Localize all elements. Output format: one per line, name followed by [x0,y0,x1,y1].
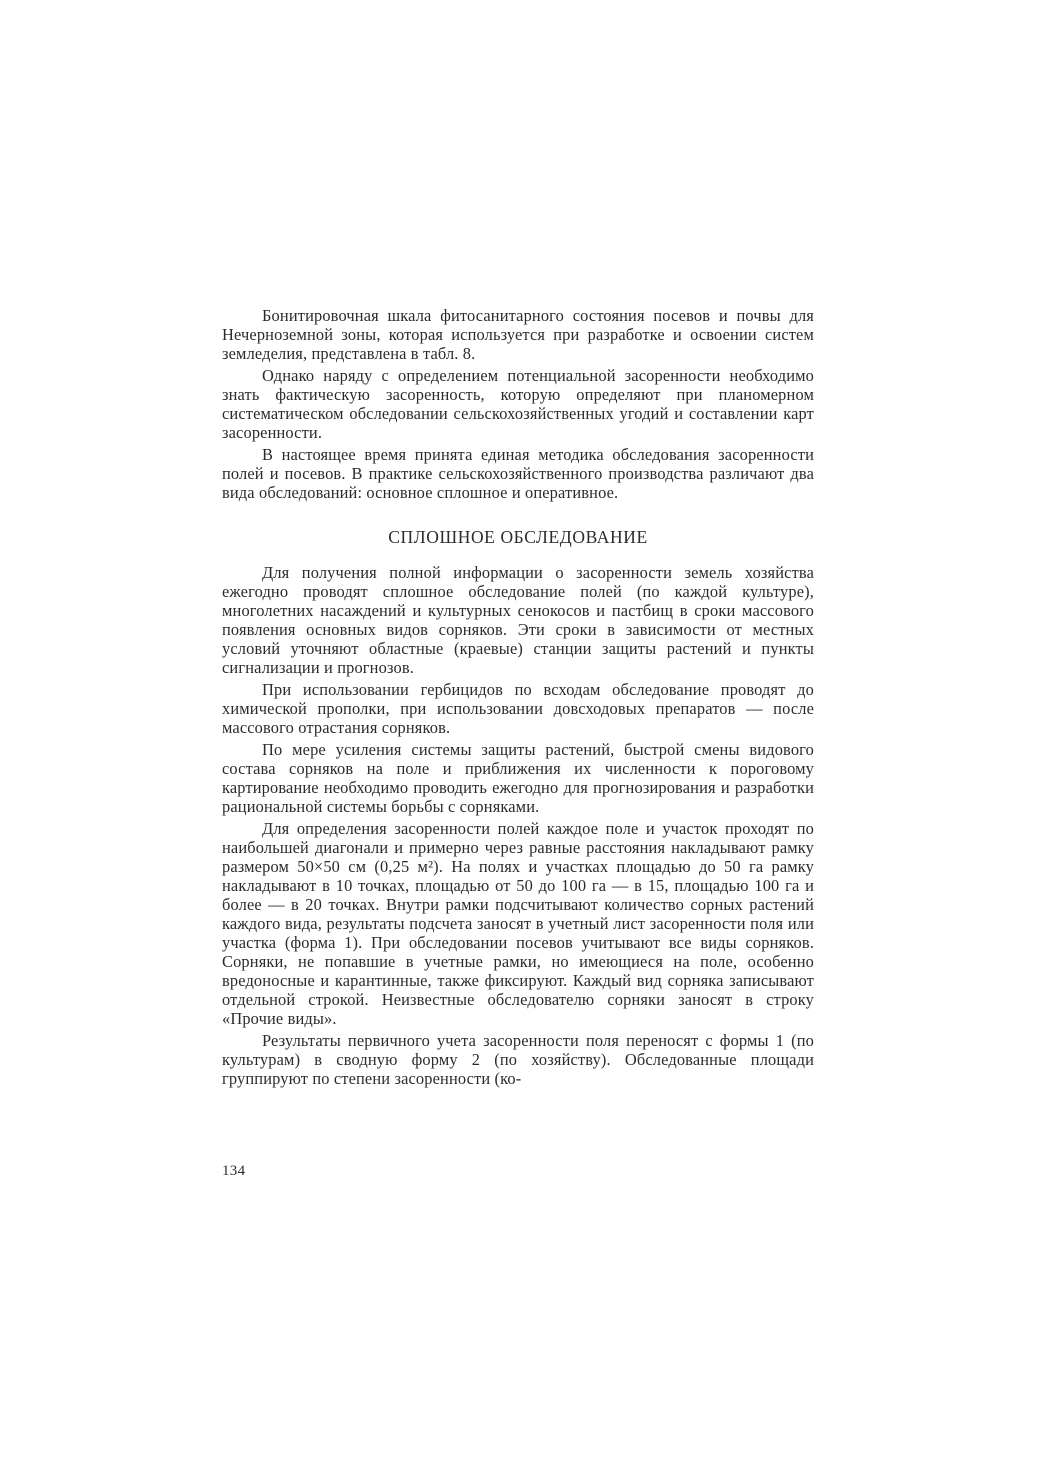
paragraph-section-3: По мере усиления системы защиты растений, быстрой смены видового состава сорняков на поле и приближения их численности к пороговому картирование необходимо проводить ежегодно для прогнозирования и разработки рациональной системы борьбы с сорняками. [222,740,814,816]
paragraph-intro-1: Бонитировочная шкала фитосанитарного состояния посевов и почвы для Нечерноземной зоны, которая используется при разработке и освоении систем земледелия, представлена в табл. 8. [222,306,814,363]
paragraph-section-1: Для получения полной информации о засоренности земель хозяйства ежегодно проводят сплошное обследование полей (по каждой культуре), многолетних насаждений и культурных сенокосов и пастбищ в сроки массового появления основных видов сорняков. Эти сроки в зависимости от местных условий уточняют областные (краевые) станции защиты растений и пункты сигнализации и прогнозов. [222,563,814,677]
paragraph-section-5: Результаты первичного учета засоренности поля переносят с формы 1 (по культурам) в сводную форму 2 (по хозяйству). Обследованные площади группируют по степени засоренности (ко- [222,1031,814,1088]
section-heading: СПЛОШНОЕ ОБСЛЕДОВАНИЕ [388,527,648,547]
body-text [222,306,814,1088]
paragraph-intro-3: В настоящее время принята единая методика обследования засоренности полей и посевов. В практике сельскохозяйственного производства различают два вида обследований: основное сплошное и оперативное. [222,445,814,502]
page-number: 134 [222,1163,246,1179]
paragraph-section-2: При использовании гербицидов по всходам обследование проводят до химической прополки, при использовании довсходовых препаратов — после массового отрастания сорняков. [222,680,814,737]
paragraph-intro-2: Однако наряду с определением потенциальной засоренности необходимо знать фактическую засоренность, которую определяют при планомерном систематическом обследовании сельскохозяйственных угодий и составлении карт засоренности. [222,366,814,442]
paragraph-section-4: Для определения засоренности полей каждое поле и участок проходят по наибольшей диагонали и примерно через равные расстояния накладывают рамку размером 50×50 см (0,25 м²). На полях и участках площадью до 50 га рамку накладывают в 10 точках, площадью от 50 до 100 га — в 15, площадью 100 га и более — в 20 точках. Внутри рамки подсчитывают количество сорных растений каждого вида, результаты подсчета заносят в учетный лист засоренности поля или участка (форма 1). При обследовании посевов учитывают все виды сорняков. Сорняки, не попавшие в учетные рамки, но имеющиеся на поле, особенно вредоносные и карантинные, также фиксируют. Каждый вид сорняка записывают отдельной строкой. Неизвестные обследователю сорняки заносят в строку «Прочие виды». [222,819,814,1028]
